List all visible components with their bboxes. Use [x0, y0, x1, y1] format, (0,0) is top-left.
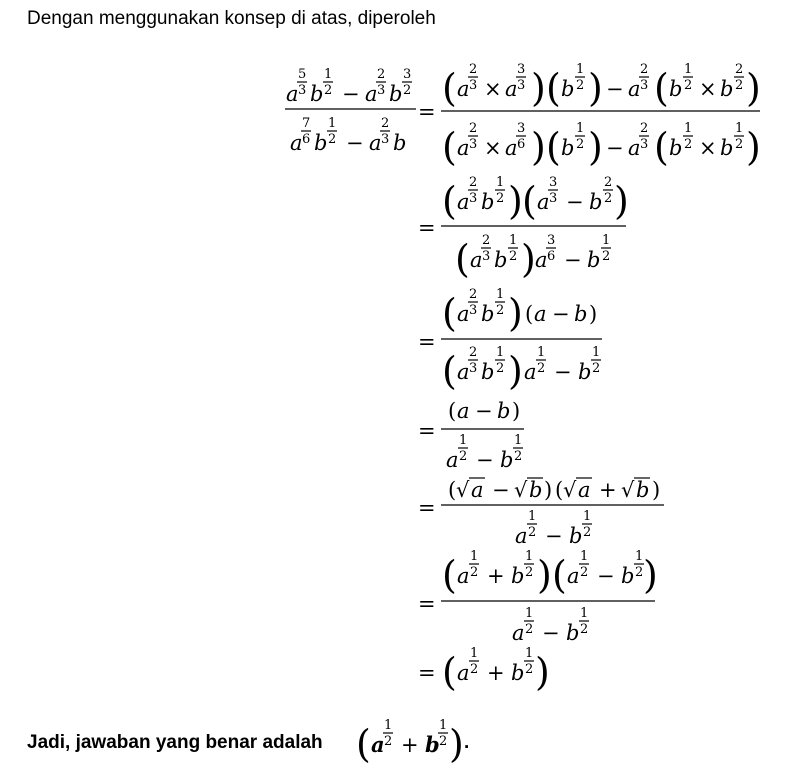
- svg-text:a: a: [628, 136, 641, 160]
- svg-text:b: b: [481, 190, 495, 214]
- svg-text:−: −: [566, 190, 584, 214]
- svg-text:2: 2: [576, 78, 585, 93]
- svg-text:1: 1: [735, 121, 744, 136]
- svg-text:b: b: [511, 661, 525, 685]
- svg-text:1: 1: [525, 549, 534, 564]
- svg-text:×: ×: [699, 136, 717, 160]
- step-4-numerator: [448, 399, 520, 423]
- svg-text:1: 1: [525, 606, 534, 621]
- svg-text:6: 6: [302, 132, 311, 147]
- svg-text:): ): [588, 125, 603, 169]
- svg-text:1: 1: [470, 549, 479, 564]
- svg-text:(: (: [546, 125, 561, 169]
- svg-text:): ): [449, 722, 464, 766]
- svg-text:b: b: [561, 136, 575, 160]
- svg-text:2: 2: [469, 175, 478, 190]
- svg-text:−: −: [492, 478, 510, 502]
- step-2-denominator: [455, 233, 611, 281]
- svg-text:(: (: [525, 302, 534, 326]
- svg-text:1: 1: [537, 345, 546, 360]
- svg-text:b: b: [561, 77, 575, 101]
- svg-text:b: b: [589, 190, 603, 214]
- svg-text:): ): [746, 125, 761, 169]
- svg-text:3: 3: [547, 233, 556, 248]
- svg-text:1: 1: [328, 116, 337, 131]
- svg-text:a: a: [535, 248, 548, 272]
- svg-text:a: a: [457, 302, 470, 326]
- svg-text:b: b: [669, 77, 683, 101]
- svg-text:): ): [544, 478, 553, 502]
- svg-text:b: b: [621, 564, 635, 588]
- svg-text:1: 1: [384, 718, 393, 733]
- step-4-denominator: [446, 433, 523, 472]
- equals-sign-7: =: [418, 661, 436, 685]
- svg-text:−: −: [342, 82, 360, 106]
- svg-text:): ): [746, 66, 761, 110]
- step-2-fraction: [441, 175, 629, 281]
- svg-text:2: 2: [592, 361, 601, 376]
- svg-text:1: 1: [684, 62, 693, 77]
- svg-text:): ): [588, 66, 603, 110]
- svg-text:√: √: [563, 478, 577, 502]
- step-3-numerator: [442, 287, 597, 335]
- svg-text:2: 2: [684, 137, 693, 152]
- svg-text:2: 2: [470, 565, 479, 580]
- svg-text:1: 1: [439, 718, 448, 733]
- svg-text:): ): [508, 291, 523, 335]
- svg-text:b: b: [578, 360, 592, 384]
- svg-text:1: 1: [514, 433, 523, 448]
- svg-text:b: b: [393, 131, 407, 155]
- step-5-denominator: [515, 509, 592, 548]
- svg-text:1: 1: [583, 509, 592, 524]
- svg-text:b: b: [574, 302, 588, 326]
- svg-text:(: (: [448, 399, 457, 423]
- step-5-fraction: [441, 478, 664, 548]
- svg-text:7: 7: [302, 116, 311, 131]
- equals-sign-5: =: [418, 496, 436, 520]
- conclusion-suffix: .: [464, 732, 470, 753]
- svg-text:2: 2: [640, 121, 649, 136]
- step-6-numerator: [442, 549, 658, 597]
- svg-text:1: 1: [496, 345, 505, 360]
- svg-text:2: 2: [576, 137, 585, 152]
- svg-text:): ): [531, 125, 546, 169]
- svg-text:1: 1: [576, 62, 585, 77]
- svg-text:a: a: [505, 136, 518, 160]
- svg-text:b: b: [720, 77, 734, 101]
- svg-text:b: b: [587, 248, 601, 272]
- step-2-numerator: [442, 175, 629, 223]
- equals-sign-2: =: [418, 216, 436, 240]
- step-1-denominator: [442, 121, 761, 169]
- svg-text:b: b: [720, 136, 734, 160]
- svg-text:2: 2: [469, 287, 478, 302]
- svg-text:a: a: [365, 82, 378, 106]
- svg-text:2: 2: [635, 565, 644, 580]
- svg-text:b: b: [636, 478, 650, 502]
- svg-text:): ): [535, 650, 550, 694]
- svg-text:1: 1: [602, 233, 611, 248]
- svg-text:1: 1: [324, 67, 333, 82]
- svg-text:−: −: [545, 524, 563, 548]
- equals-sign-3: =: [418, 330, 436, 354]
- svg-text:2: 2: [525, 565, 534, 580]
- svg-text:3: 3: [482, 249, 491, 264]
- svg-text:3: 3: [549, 191, 558, 206]
- svg-text:√: √: [621, 478, 635, 502]
- svg-text:2: 2: [377, 67, 386, 82]
- svg-text:3: 3: [469, 137, 478, 152]
- step-3-fraction: [441, 287, 602, 393]
- svg-text:b: b: [500, 448, 514, 472]
- svg-text:+: +: [487, 564, 505, 588]
- lhs-numerator: [286, 67, 412, 106]
- svg-text:1: 1: [576, 121, 585, 136]
- svg-text:2: 2: [496, 361, 505, 376]
- svg-text:2: 2: [580, 622, 589, 637]
- svg-text:−: −: [552, 302, 570, 326]
- svg-text:(: (: [448, 478, 457, 502]
- svg-text:(: (: [546, 66, 561, 110]
- svg-text:): ): [512, 399, 521, 423]
- svg-text:a: a: [286, 82, 299, 106]
- svg-text:2: 2: [482, 233, 491, 248]
- svg-text:): ): [614, 179, 629, 223]
- svg-text:1: 1: [525, 646, 534, 661]
- svg-text:b: b: [314, 131, 328, 155]
- svg-text:3: 3: [403, 67, 412, 82]
- svg-text:b: b: [481, 360, 495, 384]
- svg-text:1: 1: [580, 606, 589, 621]
- svg-text:2: 2: [604, 191, 613, 206]
- svg-text:(: (: [442, 650, 457, 694]
- svg-text:(: (: [522, 179, 537, 223]
- svg-text:a: a: [457, 399, 470, 423]
- svg-text:b: b: [481, 302, 495, 326]
- svg-text:a: a: [369, 131, 382, 155]
- conclusion-expression: [356, 718, 464, 766]
- svg-text:1: 1: [592, 345, 601, 360]
- svg-text:3: 3: [377, 83, 386, 98]
- svg-text:a: a: [578, 478, 591, 502]
- svg-text:b: b: [669, 136, 683, 160]
- svg-text:a: a: [567, 564, 580, 588]
- svg-text:a: a: [515, 524, 528, 548]
- step-6-denominator: [512, 606, 589, 645]
- svg-text:): ): [537, 553, 552, 597]
- svg-text:2: 2: [496, 303, 505, 318]
- svg-text:2: 2: [381, 116, 390, 131]
- svg-text:2: 2: [528, 525, 537, 540]
- svg-text:b: b: [494, 248, 508, 272]
- svg-text:×: ×: [699, 77, 717, 101]
- svg-text:−: −: [554, 360, 572, 384]
- svg-text:2: 2: [604, 175, 613, 190]
- svg-text:(: (: [442, 349, 457, 393]
- svg-text:): ): [531, 66, 546, 110]
- svg-text:1: 1: [684, 121, 693, 136]
- conclusion-prefix: Jadi, jawaban yang benar adalah: [27, 732, 323, 753]
- intro-text: Dengan menggunakan konsep di atas, diperoleh: [27, 8, 436, 29]
- step-6-fraction: [441, 549, 658, 645]
- svg-text:b: b: [497, 399, 511, 423]
- svg-text:√: √: [456, 478, 470, 502]
- svg-text:√: √: [514, 478, 528, 502]
- svg-text:b: b: [310, 82, 324, 106]
- svg-text:×: ×: [484, 136, 502, 160]
- svg-text:3: 3: [469, 78, 478, 93]
- svg-text:+: +: [401, 733, 419, 757]
- svg-text:2: 2: [525, 662, 534, 677]
- svg-text:3: 3: [517, 121, 526, 136]
- svg-text:3: 3: [517, 62, 526, 77]
- svg-text:3: 3: [549, 175, 558, 190]
- svg-text:×: ×: [484, 77, 502, 101]
- svg-text:a: a: [457, 136, 470, 160]
- step-5-numerator: [448, 478, 660, 502]
- svg-text:2: 2: [684, 78, 693, 93]
- svg-text:b: b: [425, 732, 440, 757]
- svg-text:3: 3: [640, 78, 649, 93]
- svg-text:2: 2: [469, 121, 478, 136]
- step-3-denominator: [442, 345, 601, 393]
- lhs-fraction: [285, 67, 416, 155]
- svg-text:(: (: [455, 237, 470, 281]
- svg-text:(: (: [654, 66, 669, 110]
- svg-text:−: −: [542, 621, 560, 645]
- svg-text:a: a: [457, 564, 470, 588]
- svg-text:−: −: [597, 564, 615, 588]
- svg-text:2: 2: [470, 662, 479, 677]
- svg-text:6: 6: [517, 137, 526, 152]
- svg-text:+: +: [599, 478, 617, 502]
- svg-text:−: −: [476, 448, 494, 472]
- svg-text:(: (: [552, 553, 567, 597]
- svg-text:): ): [508, 179, 523, 223]
- svg-text:): ): [589, 302, 598, 326]
- svg-text:): ): [652, 478, 661, 502]
- svg-text:(: (: [442, 179, 457, 223]
- svg-text:a: a: [505, 77, 518, 101]
- svg-text:3: 3: [469, 303, 478, 318]
- svg-text:a: a: [471, 478, 484, 502]
- svg-text:b: b: [389, 82, 403, 106]
- svg-text:2: 2: [735, 137, 744, 152]
- svg-text:a: a: [628, 77, 641, 101]
- svg-text:1: 1: [580, 549, 589, 564]
- svg-text:−: −: [475, 399, 493, 423]
- svg-text:2: 2: [537, 361, 546, 376]
- equals-sign-1: =: [418, 100, 436, 124]
- svg-text:1: 1: [470, 646, 479, 661]
- conclusion-text: [27, 732, 323, 754]
- svg-text:−: −: [346, 131, 364, 155]
- svg-text:(: (: [654, 125, 669, 169]
- svg-text:2: 2: [640, 62, 649, 77]
- svg-text:3: 3: [469, 361, 478, 376]
- svg-text:2: 2: [328, 132, 337, 147]
- svg-text:(: (: [555, 478, 564, 502]
- svg-text:2: 2: [469, 345, 478, 360]
- svg-text:b: b: [511, 564, 525, 588]
- svg-text:1: 1: [496, 175, 505, 190]
- svg-text:(: (: [442, 291, 457, 335]
- equals-sign-6: =: [418, 592, 436, 616]
- svg-text:−: −: [606, 77, 624, 101]
- final-result: [442, 646, 550, 694]
- svg-text:b: b: [529, 478, 543, 502]
- svg-text:5: 5: [298, 67, 307, 82]
- svg-text:2: 2: [509, 249, 518, 264]
- step-4-fraction: [441, 399, 524, 472]
- svg-text:): ): [521, 237, 536, 281]
- svg-text:a: a: [457, 190, 470, 214]
- svg-text:2: 2: [735, 62, 744, 77]
- svg-text:1: 1: [459, 433, 468, 448]
- svg-text:2: 2: [496, 191, 505, 206]
- svg-text:2: 2: [439, 734, 448, 749]
- svg-text:): ): [508, 349, 523, 393]
- svg-text:1: 1: [528, 509, 537, 524]
- svg-text:(: (: [442, 125, 457, 169]
- svg-text:2: 2: [583, 525, 592, 540]
- svg-text:2: 2: [525, 622, 534, 637]
- svg-text:1: 1: [635, 549, 644, 564]
- svg-text:2: 2: [469, 62, 478, 77]
- svg-text:2: 2: [735, 78, 744, 93]
- svg-text:2: 2: [384, 734, 393, 749]
- svg-text:a: a: [512, 621, 525, 645]
- svg-text:a: a: [534, 302, 547, 326]
- svg-text:b: b: [569, 524, 583, 548]
- svg-text:a: a: [290, 131, 303, 155]
- equals-sign-4: =: [418, 419, 436, 443]
- svg-text:2: 2: [602, 249, 611, 264]
- svg-text:(: (: [442, 66, 457, 110]
- svg-text:3: 3: [298, 83, 307, 98]
- svg-text:a: a: [537, 190, 550, 214]
- svg-text:a: a: [446, 448, 459, 472]
- svg-text:3: 3: [469, 191, 478, 206]
- svg-text:a: a: [371, 732, 385, 757]
- svg-text:+: +: [487, 661, 505, 685]
- svg-text:3: 3: [640, 137, 649, 152]
- svg-text:3: 3: [381, 132, 390, 147]
- svg-text:6: 6: [547, 249, 556, 264]
- svg-text:): ): [643, 553, 658, 597]
- step-1-fraction: [441, 62, 761, 169]
- svg-text:1: 1: [509, 233, 518, 248]
- svg-text:2: 2: [324, 83, 333, 98]
- svg-text:1: 1: [496, 287, 505, 302]
- svg-text:a: a: [470, 248, 483, 272]
- svg-text:2: 2: [580, 565, 589, 580]
- svg-text:a: a: [457, 360, 470, 384]
- svg-text:a: a: [457, 661, 470, 685]
- svg-text:2: 2: [514, 449, 523, 464]
- step-1-numerator: [442, 62, 761, 110]
- lhs-denominator: [290, 116, 406, 155]
- svg-text:2: 2: [403, 83, 412, 98]
- svg-text:(: (: [356, 722, 371, 766]
- svg-text:3: 3: [517, 78, 526, 93]
- svg-text:a: a: [524, 360, 537, 384]
- svg-text:−: −: [606, 136, 624, 160]
- svg-text:2: 2: [459, 449, 468, 464]
- svg-text:(: (: [442, 553, 457, 597]
- svg-text:−: −: [564, 248, 582, 272]
- svg-text:b: b: [566, 621, 580, 645]
- svg-text:a: a: [457, 77, 470, 101]
